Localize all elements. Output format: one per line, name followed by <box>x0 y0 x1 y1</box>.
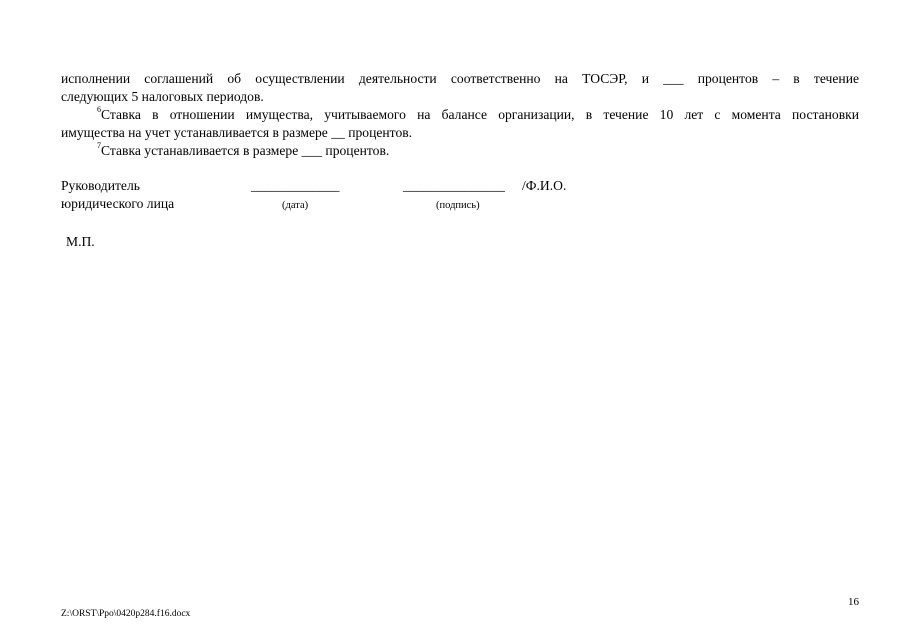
paragraph-line: исполнении соглашений об осуществлении деятельности соответственно на ТОСЭР, и ___ процентов – в течение <box>61 71 859 86</box>
page-number: 16 <box>848 596 859 608</box>
footnote-marker: 6 <box>97 105 101 115</box>
date-blank: _____________ <box>251 178 340 193</box>
file-path: Z:\ORST\Ppo\0420p284.f16.docx <box>61 609 191 619</box>
paragraph-text: Ставка в отношении имущества, учитываемого на балансе организации, в течение 10 лет с момента постановки <box>101 107 859 122</box>
signature-blank: _______________ <box>403 178 505 193</box>
paragraph-line <box>61 142 859 160</box>
stamp-placeholder: М.П. <box>66 234 95 249</box>
paragraph-text: Ставка устанавливается в размере ___ процентов. <box>101 143 390 158</box>
paragraph-line <box>61 106 859 124</box>
paragraph-continuation <box>61 70 859 106</box>
footnote-marker: 7 <box>97 141 101 151</box>
footnote-6-paragraph <box>61 106 859 142</box>
fio-label: /Ф.И.О. <box>522 178 567 193</box>
paragraph-line: следующих 5 налоговых периодов. <box>61 89 264 104</box>
signer-role-line1: Руководитель <box>61 178 140 193</box>
signature-caption: (подпись) <box>436 200 480 211</box>
signer-role-line2: юридического лица <box>61 196 175 211</box>
footnote-7-paragraph <box>61 142 859 160</box>
paragraph-line: имущества на учет устанавливается в размере __ процентов. <box>61 125 413 140</box>
date-caption: (дата) <box>282 200 309 211</box>
